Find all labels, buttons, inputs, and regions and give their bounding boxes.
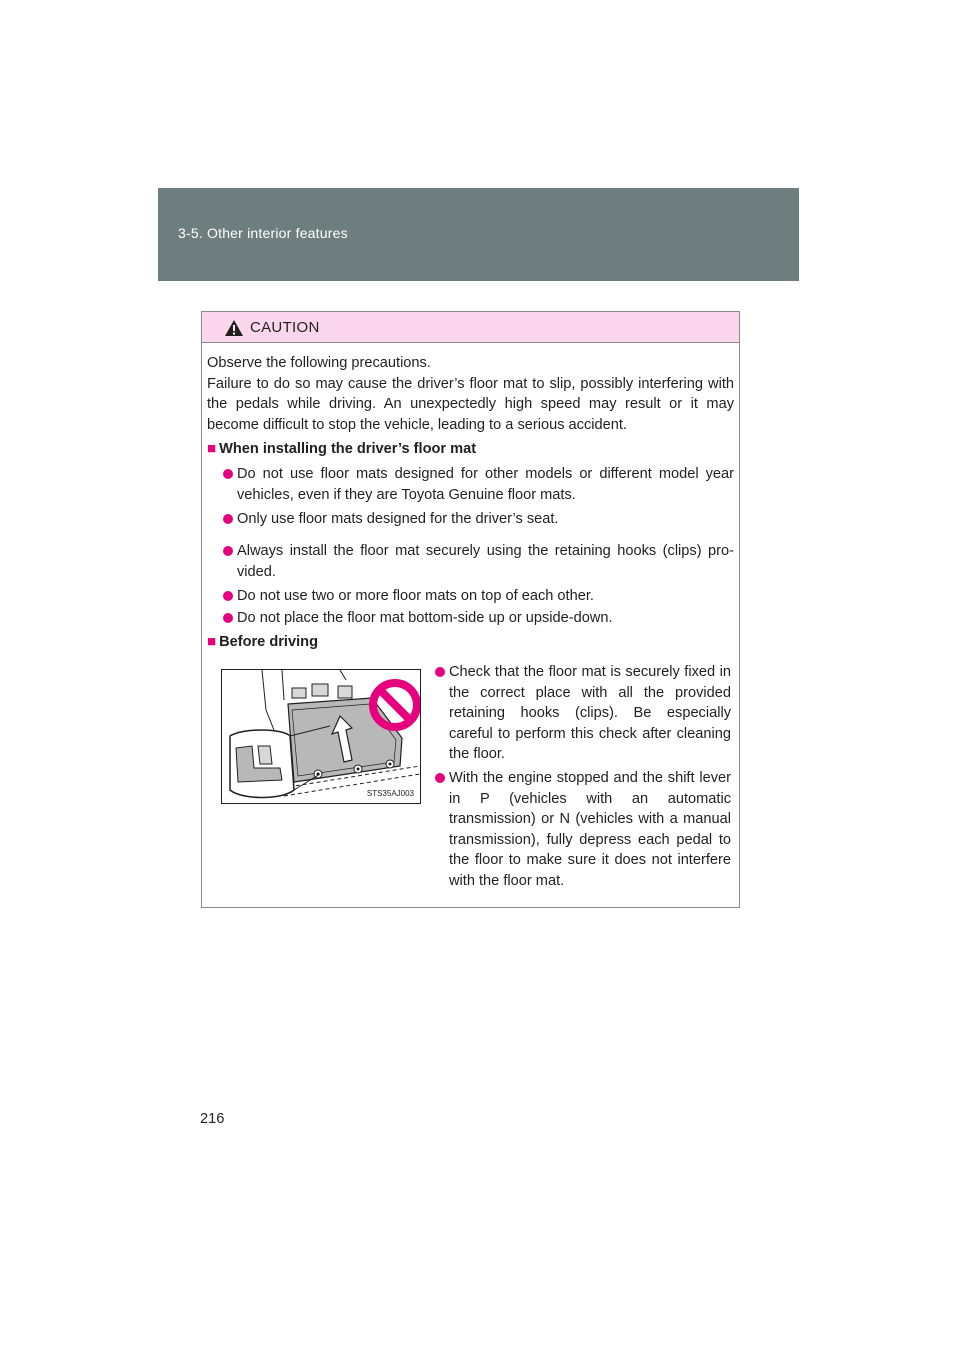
square-bullet-icon: ■ (207, 633, 217, 650)
section-title: 3-5. Other interior features (178, 225, 348, 241)
floor-mat-illustration (221, 669, 421, 804)
list-item-text: With the engine stopped and the shift lever in P (vehicles with an automatic transmission) or N (vehicles with a manual transmission), fully depress each pedal to the floor to make sure it does not interfere with the floor mat. (449, 770, 731, 889)
list-item (223, 541, 734, 582)
list-item (223, 586, 734, 607)
square-bullet-icon: ■ (207, 440, 217, 457)
list-item-text: Always install the floor mat securely using the retaining hooks (clips) pro-vided. (237, 543, 734, 580)
bullet-dot-icon (435, 667, 445, 677)
section-heading-text: When installing the driver’s floor mat (219, 441, 477, 457)
list-item (435, 662, 731, 765)
list-item-text: Do not use two or more floor mats on top of each other. (237, 588, 594, 604)
warning-triangle-icon (224, 319, 244, 337)
page-number: 216 (200, 1111, 225, 1127)
bullet-dot-icon (435, 773, 445, 783)
list-item (223, 509, 734, 530)
caution-box (201, 311, 740, 908)
section-header-band (158, 188, 799, 281)
bullet-dot-icon (223, 591, 233, 601)
caution-label: CAUTION (250, 319, 320, 336)
list-item (223, 608, 734, 629)
bullet-dot-icon (223, 546, 233, 556)
list-item-text: Only use floor mats designed for the driver’s seat. (237, 511, 559, 527)
figure-code: STS35AJ003 (366, 789, 414, 798)
caution-header (202, 312, 739, 343)
list-item (223, 464, 734, 505)
list-item (435, 768, 731, 891)
list-item-text: Do not use floor mats designed for other models or different model year vehicles, even if they are Toyota Genuine floor mats. (237, 466, 734, 503)
bullet-dot-icon (223, 514, 233, 524)
caution-intro: Observe the following precautions. Failure to do so may cause the driver’s floor mat to slip, possibly interfering with the pedals while driving. An unexpectedly high speed may result or it may become difficult to stop the vehicle, leading to a serious accident. (207, 355, 734, 433)
section-heading-installing (207, 440, 476, 457)
floor-mat-diagram (222, 670, 421, 804)
section-heading-text: Before driving (219, 634, 318, 650)
bullet-dot-icon (223, 469, 233, 479)
section-heading-before-driving (207, 633, 318, 650)
bullet-dot-icon (223, 613, 233, 623)
list-item-text: Check that the floor mat is securely fixed in the correct place with all the provided retaining hooks (clips). Be especially careful to perform this check after cleaning the floor. (449, 664, 731, 762)
list-item-text: Do not place the floor mat bottom-side up or upside-down. (237, 610, 613, 626)
